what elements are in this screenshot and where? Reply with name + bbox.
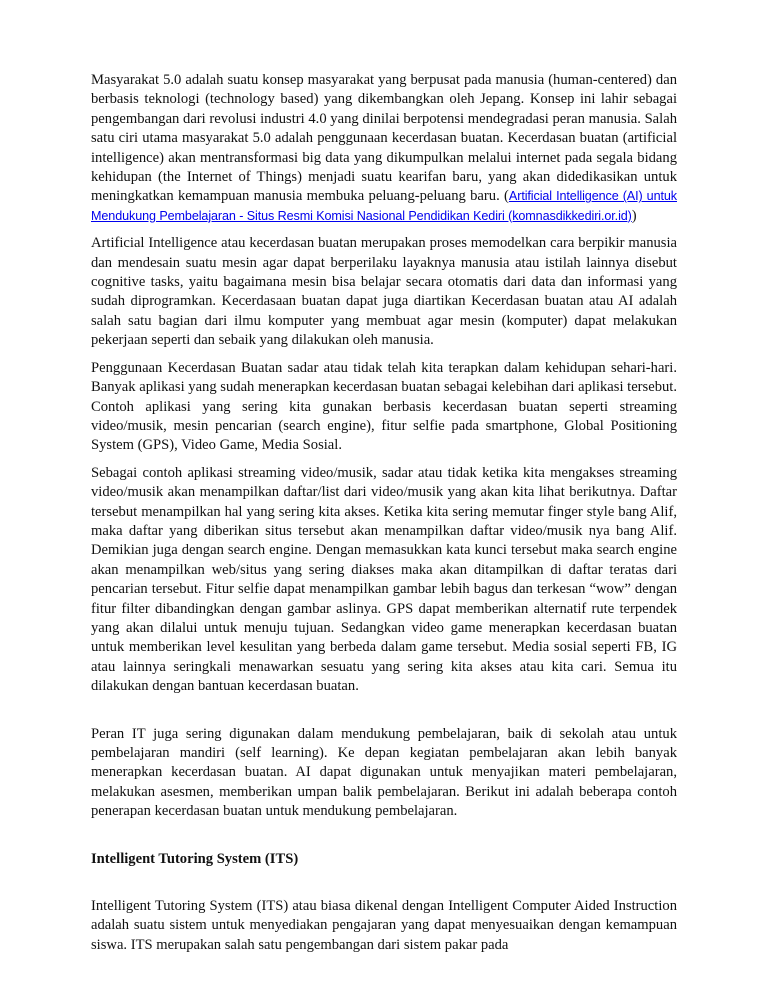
- spacer: [91, 869, 677, 897]
- paragraph-ai-definition: Artificial Intelligence atau kecerdasan buatan merupakan proses memodelkan cara berpikir manusia dan mendesain suatu mesin agar dapat berperilaku layaknya manusia atau istilah lainnya disebut cognitive tasks, yaitu bagaimana mesin bisa belajar secara otomatis dari data dan informasi yang sudah diprogramkan. Kecerdasaan buatan dapat juga diartikan Kecerdasan buatan atau AI adalah salah satu bagian dari ilmu komputer yang membuat agar mesin (komputer) dapat melakukan pekerjaan seperti dan sebaik yang dilakukan oleh manusia.: [91, 235, 677, 349]
- source-link[interactable]: Artificial Intelligence (AI) untuk Mendukung Pembelajaran - Situs Resmi Komisi Nasional Pendidikan Kediri (komnasdikkediri.or.id): [91, 189, 677, 223]
- paragraph-examples: Sebagai contoh aplikasi streaming video/musik, sadar atau tidak ketika kita mengakses streaming video/musik akan menampilkan daftar/list dari video/musik yang akan kita lihat berikutnya. Daftar tersebut menampilkan hal yang sering kita akses. Ketika kita sering memutar finger style bang Alif, maka daftar yang diberikan situs tersebut akan menampilkan daftar video/musik nya bang Alif. Demikian juga dengan search engine. Dengan memasukkan kata kunci tersebut maka search engine akan menampilkan web/situs yang sering diakses maka akan ditampilkan di daftar teratas dari pencarian tersebut. Fitur selfie dapat menampilkan gambar lebih bagus dan terkesan “wow” dengan fitur filter dibandingkan dengan gambar aslinya. GPS dapat memberikan alternatif rute terpendek yang akan dilalui untuk menuju tujuan. Sedangkan video game menerapkan kecerdasan buatan untuk memberikan level kesulitan yang berbeda dalam game tersebut. Media sosial seperti FB, IG atau lainnya seringkali menawarkan sesuatu yang sering kita akses atau kita cari. Semua itu dilakukan dengan bantuan kecerdasan buatan.: [91, 464, 677, 695]
- paragraph-its: Intelligent Tutoring System (ITS) atau biasa dikenal dengan Intelligent Computer Aided Instruction adalah suatu sistem untuk menyediakan pengajaran yang dapat menyesuaikan dengan kemampuan siswa. ITS merupakan salah satu pengembangan dari sistem pakar pada: [91, 898, 677, 953]
- paragraph-text: Masyarakat 5.0 adalah suatu konsep masyarakat yang berpusat pada manusia (human-centered) dan berbasis teknologi (technology based) yang dikembangkan oleh Jepang. Konsep ini lahir sebagai pengembangan dari revolusi industri 4.0 yang dinilai berpotensi mendegradasi peran manusia. Salah satu ciri utama masyarakat 5.0 adalah penggunaan kecerdasan buatan. Kecerdasan buatan (artificial intelligence) akan mentransformasi big data yang dikumpulkan melalui internet pada segala bidang kehidupan (the Internet of Things) menjadi suatu kearifan baru, yang akan didedikasikan untuk meningkatkan kemampuan manusia membuka peluang-peluang baru. (: [91, 72, 677, 205]
- spacer: [91, 705, 677, 725]
- document-page: [91, 71, 677, 963]
- spacer: [91, 830, 677, 850]
- paragraph-it-role: Peran IT juga sering digunakan dalam mendukung pembelajaran, baik di sekolah atau untuk pembelajaran mandiri (self learning). Ke depan kegiatan pembelajaran akan lebih banyak menerapkan kecerdasan buatan. AI dapat digunakan untuk menyajikan materi pembelajaran, melakukan asesmen, memberikan umpan balik pembelajaran. Berikut ini adalah beberapa contoh penerapan kecerdasan buatan untuk mendukung pembelajaran.: [91, 725, 677, 820]
- section-heading-its: Intelligent Tutoring System (ITS): [91, 850, 299, 867]
- paragraph-masyarakat: [91, 71, 677, 226]
- paragraph-ai-usage: Penggunaan Kecerdasan Buatan sadar atau tidak telah kita terapkan dalam kehidupan sehari-hari. Banyak aplikasi yang sudah menerapkan kecerdasan buatan sebagai kelebihan dari aplikasi tersebut. Contoh aplikasi yang sering kita gunakan berbasis kecerdasan buatan seperti streaming video/musik, mesin pencarian (search engine), fitur selfie pada smartphone, Global Positioning System (GPS), Video Game, Media Sosial.: [91, 359, 677, 454]
- paragraph-text-end: ): [631, 207, 637, 224]
